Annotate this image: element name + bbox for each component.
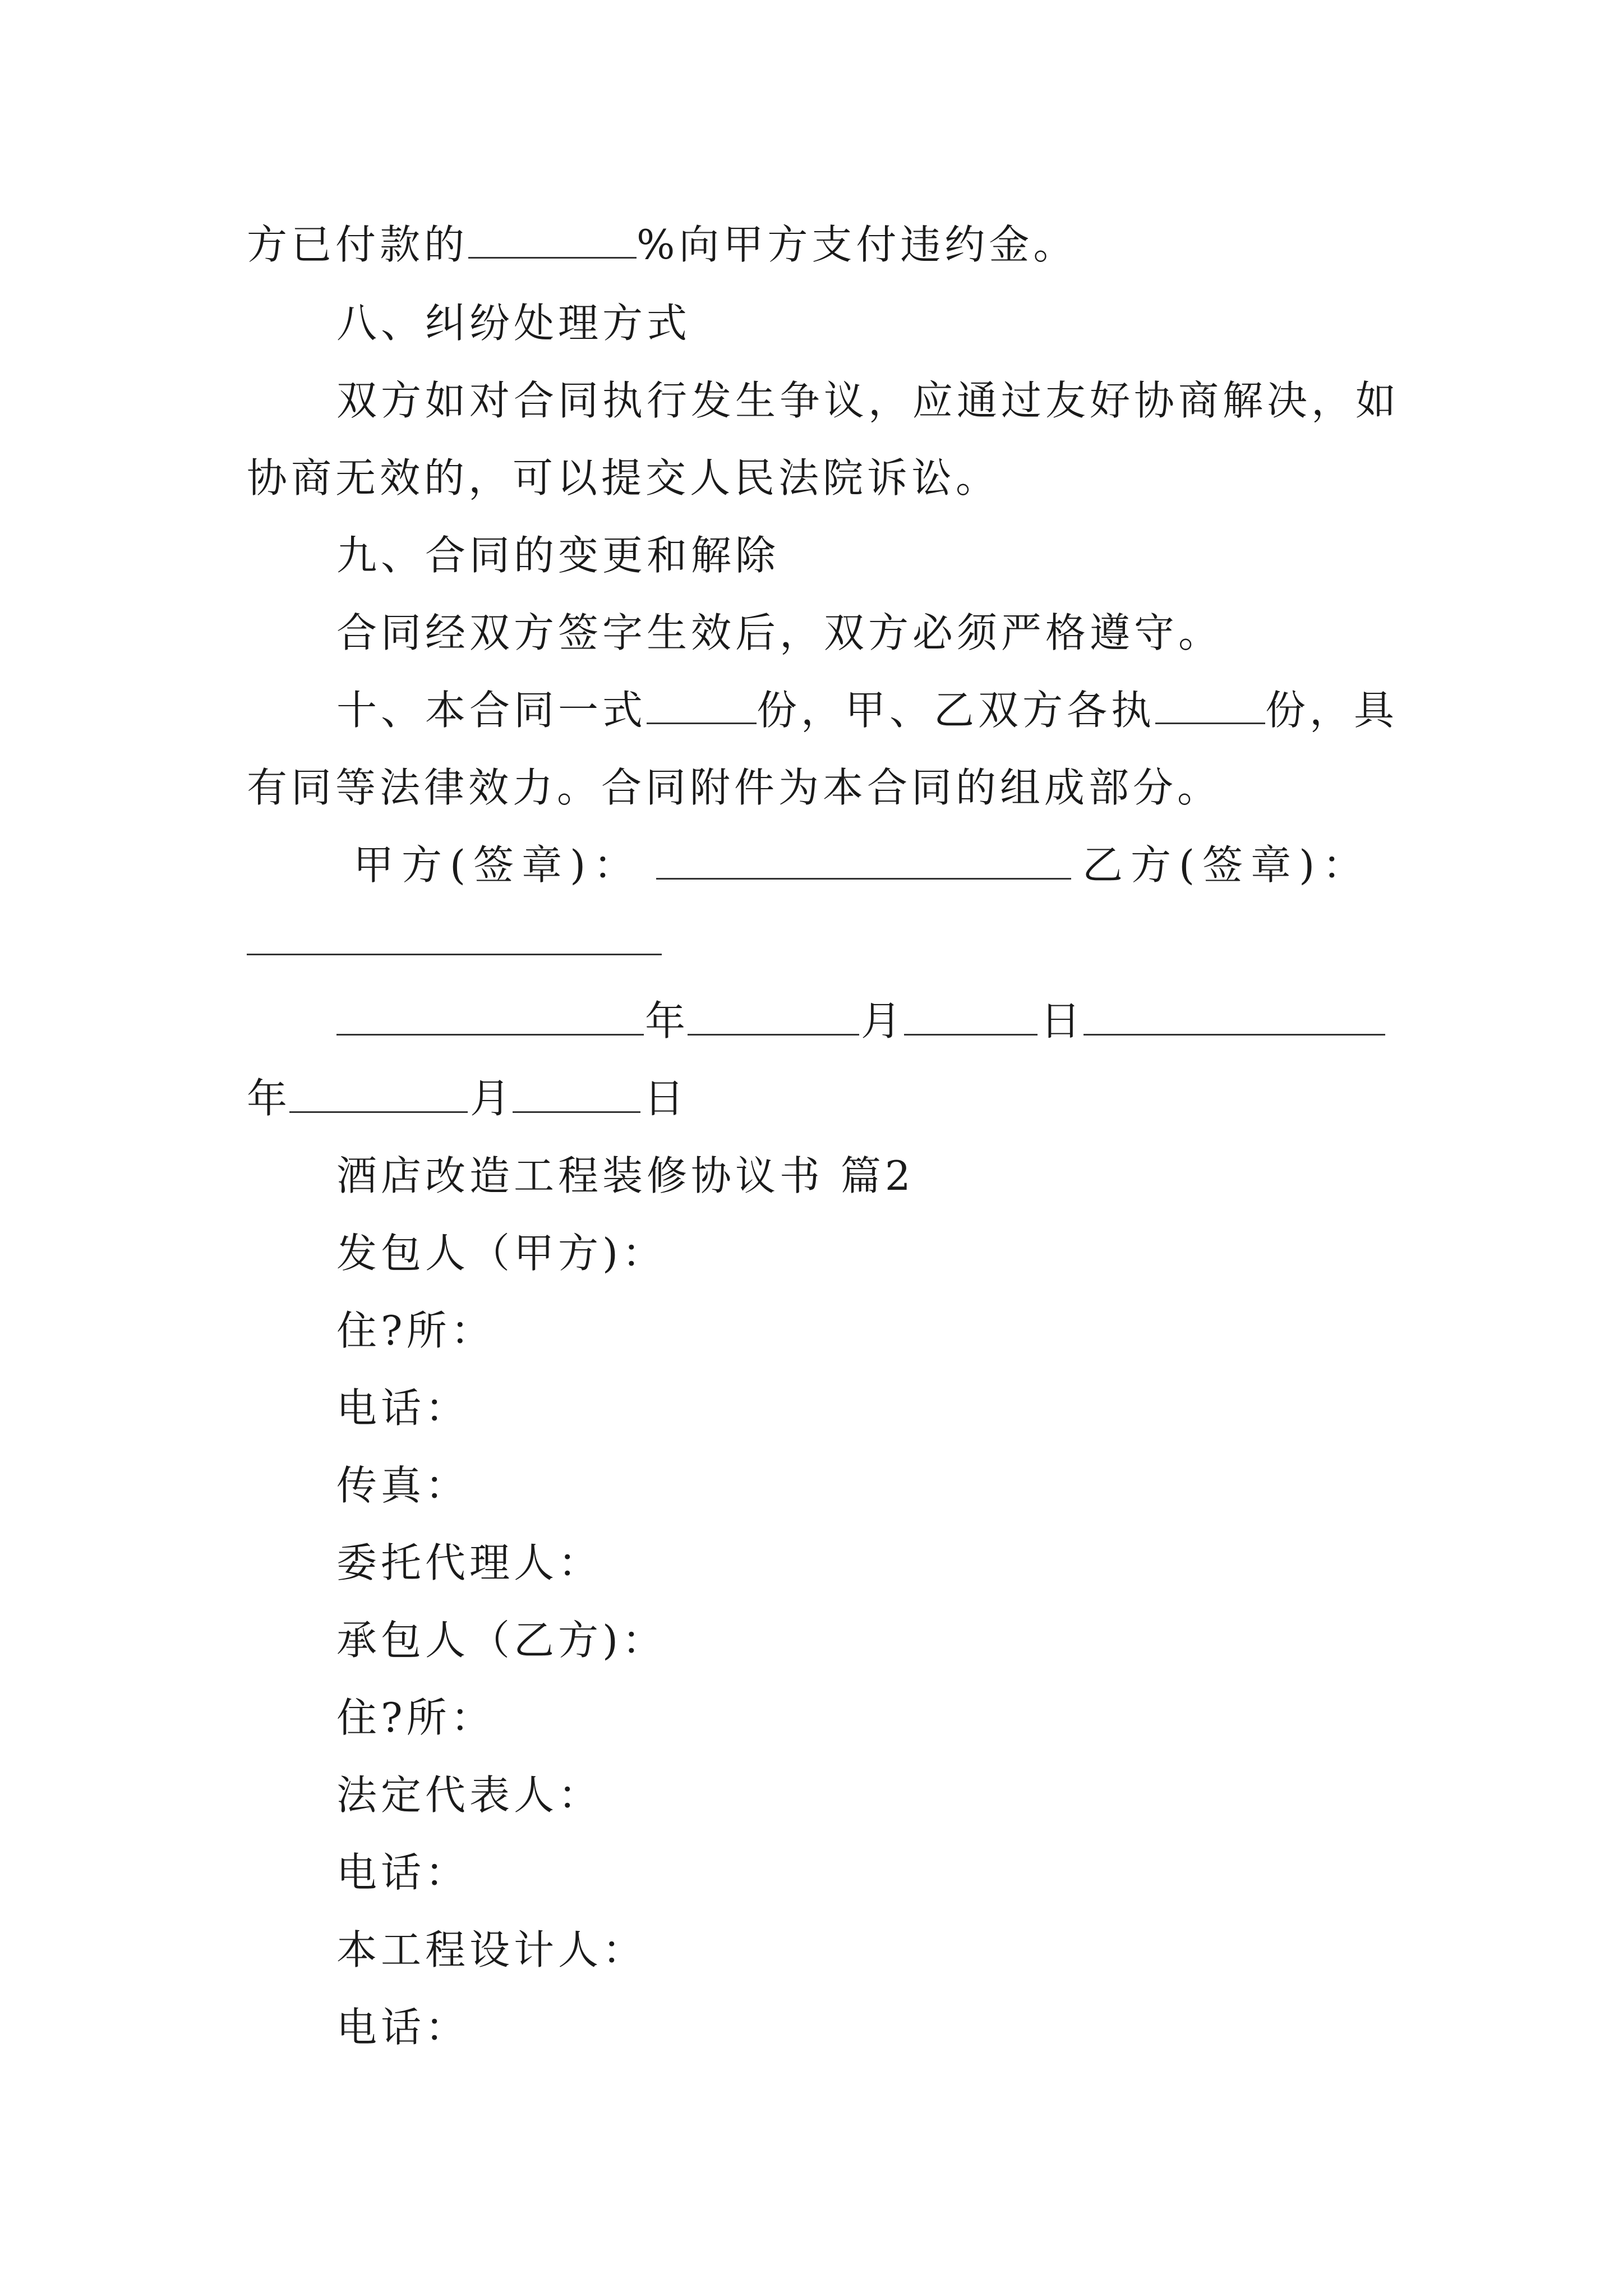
designer-field: 本工程设计人： [336,1926,647,1973]
text-segment: 十、本合同一式 [336,687,647,734]
copies-clause-line [336,682,1398,738]
employer-fax-field: 传真： [336,1462,470,1509]
year-label: 年 [645,997,690,1045]
section-heading-dispute: 八、纠纷处理方式 [336,300,691,347]
blank-field-copies-total[interactable] [647,683,757,724]
party-a-signature-line[interactable] [656,878,1071,880]
agent-field: 委托代理人： [336,1539,603,1586]
designer-phone-field: 电话： [336,2004,470,2051]
paragraph-line: 有同等法律效力。合同附件为本合同的组成部分。 [247,764,1222,811]
paragraph-line: 双方如对合同执行发生争议，应通过友好协商解决，如 [336,377,1400,424]
party-b-signature-label: 乙方(签章)： [1082,841,1371,889]
contract-title: 酒店改造工程装修协议书 篇2 [336,1152,915,1199]
penalty-clause-line [247,217,1077,273]
date-month-blank-2[interactable] [289,1111,468,1113]
text-segment: %向甲方支付违约金。 [637,221,1078,268]
day-label-2: 日 [644,1075,689,1122]
day-label: 日 [1040,997,1085,1045]
date-year-blank-2[interactable] [1083,1034,1385,1036]
date-day-blank[interactable] [904,1034,1038,1036]
paragraph-line: 合同经双方签字生效后，双方必须严格遵守。 [336,609,1223,656]
contractor-field: 承包人（乙方)： [336,1617,667,1664]
blank-field-percent[interactable] [468,218,637,259]
employer-address-field: 住?所： [336,1307,495,1354]
contractor-address-field: 住?所： [336,1694,495,1741]
date-month-blank[interactable] [688,1034,859,1036]
blank-field-copies-each[interactable] [1155,683,1265,724]
text-segment: 方已付款的 [247,221,469,268]
party-a-signature-label: 甲方(签章)： [353,841,642,889]
employer-field: 发包人（甲方)： [336,1230,667,1277]
section-heading-change: 九、合同的变更和解除 [336,532,780,579]
month-label-2: 月 [470,1075,515,1122]
contractor-phone-field: 电话： [336,1849,470,1896]
text-segment: 份，甲、乙双方各执 [757,687,1156,734]
legal-representative-field: 法定代表人： [336,1772,603,1819]
text-segment: 份，具 [1265,687,1399,734]
month-label: 月 [861,997,906,1045]
year-label-2: 年 [247,1075,292,1122]
paragraph-line: 协商无效的，可以提交人民法院诉讼。 [247,454,1000,501]
date-day-blank-2[interactable] [513,1111,640,1113]
employer-phone-field: 电话： [336,1384,470,1432]
date-year-blank[interactable] [336,1034,644,1036]
party-b-signature-line[interactable] [247,954,662,955]
